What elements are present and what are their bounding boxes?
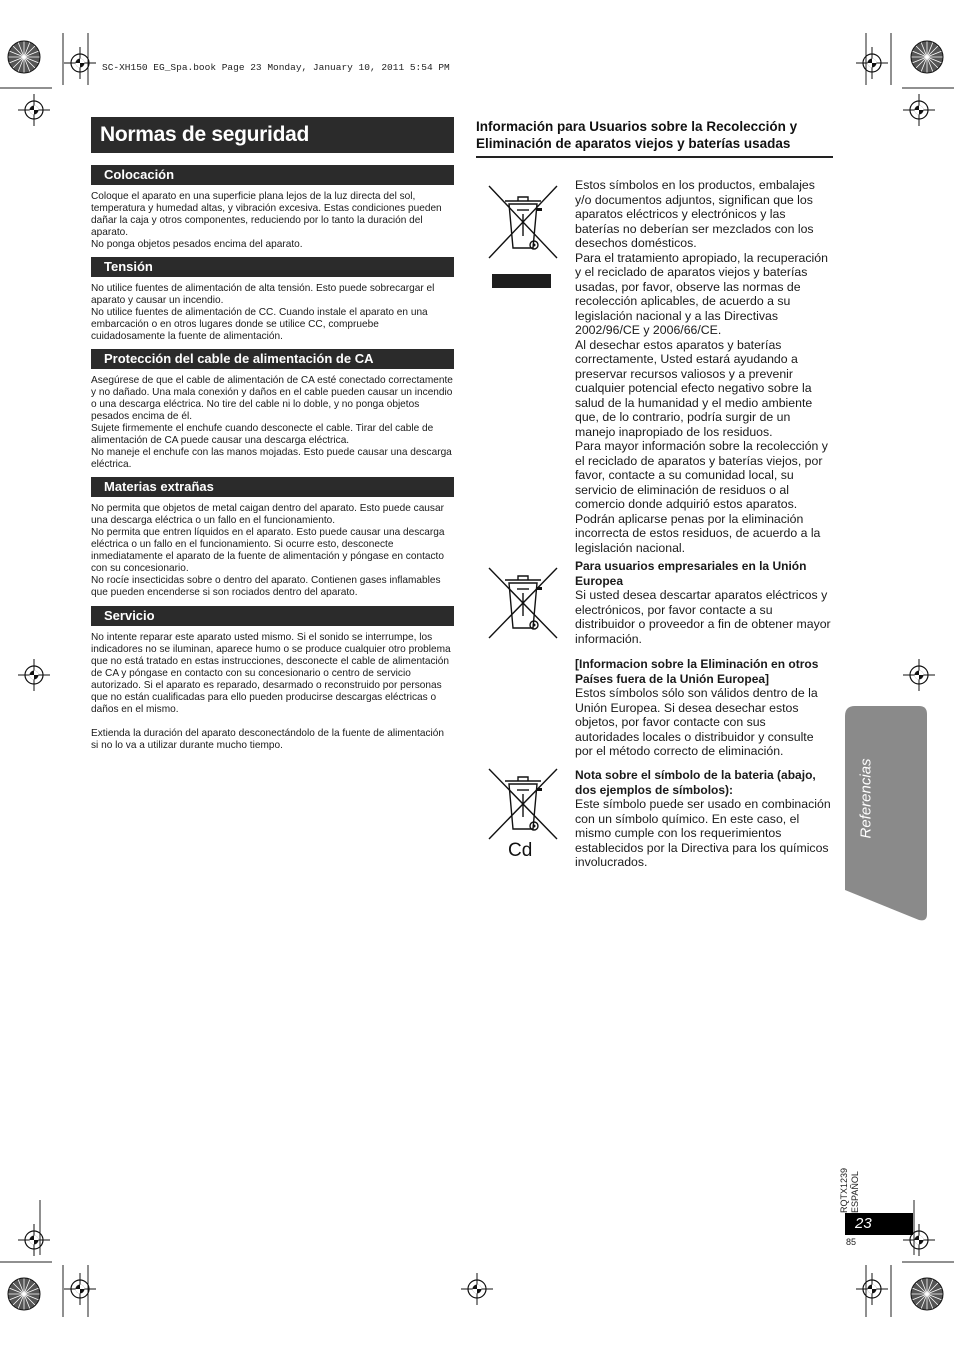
battery-note-block [575, 768, 833, 870]
heading-rule [476, 156, 833, 158]
paragraph: No utilice fuentes de alimentación de CC. Cuando instale el aparato en una embarcación o en otros lugares donde se utilice CC, compruebe cuidadosamente la fuente de alimentación. [91, 307, 428, 342]
paragraph: Sujete firmemente el enchufe cuando desconecte el cable. Tirar del cable de alimentación de CA puede causar una descarga eléctrica. [91, 423, 434, 446]
paragraph: No rocíe insecticidas sobre o dentro del aparato. Contienen gases inflamables que pueden encenderse si son rociados dentro del aparato. [91, 575, 441, 598]
section-body-tension [91, 283, 454, 343]
paragraph: Coloque el aparato en una superficie plana lejos de la luz directa del sol, temperatura y humedad altas, y vibración excesiva. Estas condiciones pueden dañar la caja y otros componentes, reduciendo por lo tanto la duración del aparato. [91, 191, 442, 238]
outside-eu-block [575, 657, 833, 759]
sub-page-number: 85 [846, 1237, 857, 1247]
battery-text: Este símbolo puede ser usado en combinación con un símbolo químico. En este caso, el mismo cumple con los requerimientos establecidos por la Directiva para los químicos involucrados. [575, 797, 831, 869]
battery-heading: Nota sobre el símbolo de la bateria (abajo, dos ejemplos de símbolos): [575, 768, 816, 797]
section-body-servicio [91, 632, 454, 752]
paragraph: No ponga objetos pesados encima del aparato. [91, 239, 303, 250]
file-info-line: SC-XH150 EG_Spa.book Page 23 Monday, January 10, 2011 5:54 PM [102, 62, 450, 73]
section-heading-colocacion: Colocación [91, 165, 454, 185]
crossed-bin-icon [487, 184, 559, 264]
paragraph: Asegúrese de que el cable de alimentación de CA esté conectado correctamente y no dañado. Una mala conexión y daños en el cable pueden causar un incendio o una descarga eléctrica. No tire del cable ni lo doble, y no ponga objetos pesados encima de él. [91, 375, 453, 422]
page-number: 23 [845, 1213, 913, 1235]
business-text: Si usted desea descartar aparatos eléctricos y electrónicos, por favor contacte a su distribuidor o proveedor a fin de obtener mayor información. [575, 588, 831, 646]
recycling-heading: Información para Usuarios sobre la Recolección y Eliminación de aparatos viejos y baterías usadas [476, 119, 798, 151]
page-title: Normas de seguridad [91, 117, 454, 153]
paragraph: Extienda la duración del aparato desconectándolo de la fuente de alimentación si no lo va a utilizar durante mucho tiempo. [91, 728, 444, 751]
section-heading-proteccion: Protección del cable de alimentación de CA [91, 349, 454, 369]
paragraph: Al desechar estos aparatos y baterías correctamente, Usted estará ayudando a preservar recursos valiosos y a prevenir cualquier potencial efecto negativo sobre la salud de la humanidad y el medio ambiente que, de lo contrario, podría surgir de un manejo inapropiado de los residuos. [575, 337, 813, 439]
paragraph: Podrán aplicarse penas por la eliminación incorrecta de estos residuos, de acuerdo a la legislación nacional. [575, 511, 821, 555]
paragraph: Para el tratamiento apropiado, la recuperación y el reciclado de aparatos viejos y baterías usadas, por favor, observe las normas de recolección aplicables, de acuerdo a su legislación nacional y a las Directivas 2002/96/CE y 2006/66/CE. [575, 250, 828, 337]
chemical-symbol: Cd [508, 840, 533, 861]
crossed-bin-icon [487, 566, 559, 640]
paragraph: No maneje el enchufe con las manos mojadas. Esto puede causar una descarga eléctrica. [91, 447, 452, 470]
paragraph: No permita que entren líquidos en el aparato. Esto puede causar una descarga eléctrica o un fallo en el funcionamiento. Si ocurre esto, desconecte inmediatamente el aparato de la fuente de alimentación y póngase en contacto con su concesionario. [91, 527, 445, 574]
paragraph: No utilice fuentes de alimentación de alta tensión. Esto puede sobrecargar el aparato y causar un incendio. [91, 283, 435, 306]
outside-eu-heading: [Informacion sobre la Eliminación en otros Países fuera de la Unión Europea] [575, 657, 819, 686]
solid-bar-mark [492, 274, 551, 288]
section-heading-materias: Materias extrañas [91, 477, 454, 497]
paragraph: Para mayor información sobre la recolección y el reciclado de aparatos y baterías viejos, por favor, contacte a su comunidad local, su servicio de eliminación de residuos o al comercio donde adquirió estos aparatos. [575, 439, 828, 511]
business-users-block [575, 559, 833, 646]
doc-code-number: RQTX1239 [839, 1167, 849, 1213]
paragraph: No permita que objetos de metal caigan dentro del aparato. Esto puede causar una descarga eléctrica o un fallo en el funcionamiento. [91, 503, 444, 526]
recycling-text-block [575, 178, 833, 555]
section-heading-tension: Tensión [91, 257, 454, 277]
doc-language: ESPAÑOL [850, 1171, 860, 1213]
paragraph: No intente reparar este aparato usted mismo. Si el sonido se interrumpe, los indicadores no se iluminan, aparece humo o se produce cualquier otro problema que no está tratado en estas instrucciones, desconecte el cable de alimentación de CA y póngase en contacto con su concesionario o centro de servicio autorizado. Si el aparato es reparado, desarmado o reconstruido por personas que no están cualificadas para ello pueden producirse descargas eléctricas o daños en el mismo. [91, 632, 451, 715]
paragraph: Estos símbolos en los productos, embalajes y/o documentos adjuntos, significan que los aparatos eléctricos y electrónicos y las baterías no deberían ser mezclados con los desechos domésticos. [575, 178, 815, 250]
outside-eu-text: Estos símbolos sólo son válidos dentro de la Unión Europea. Si desea desechar estos objetos, por favor contacte con sus autoridades locales o distribuidor y consulte por el método correcto de eliminación. [575, 686, 818, 758]
section-body-materias [91, 503, 454, 599]
tab-label-referencias: Referencias [857, 758, 875, 839]
section-heading-servicio: Servicio [91, 606, 454, 626]
crossed-bin-icon [487, 767, 559, 841]
doc-code [839, 1153, 861, 1213]
section-body-proteccion [91, 375, 454, 471]
section-body-colocacion [91, 191, 454, 251]
business-heading: Para usuarios empresariales en la Unión Europea [575, 559, 807, 588]
